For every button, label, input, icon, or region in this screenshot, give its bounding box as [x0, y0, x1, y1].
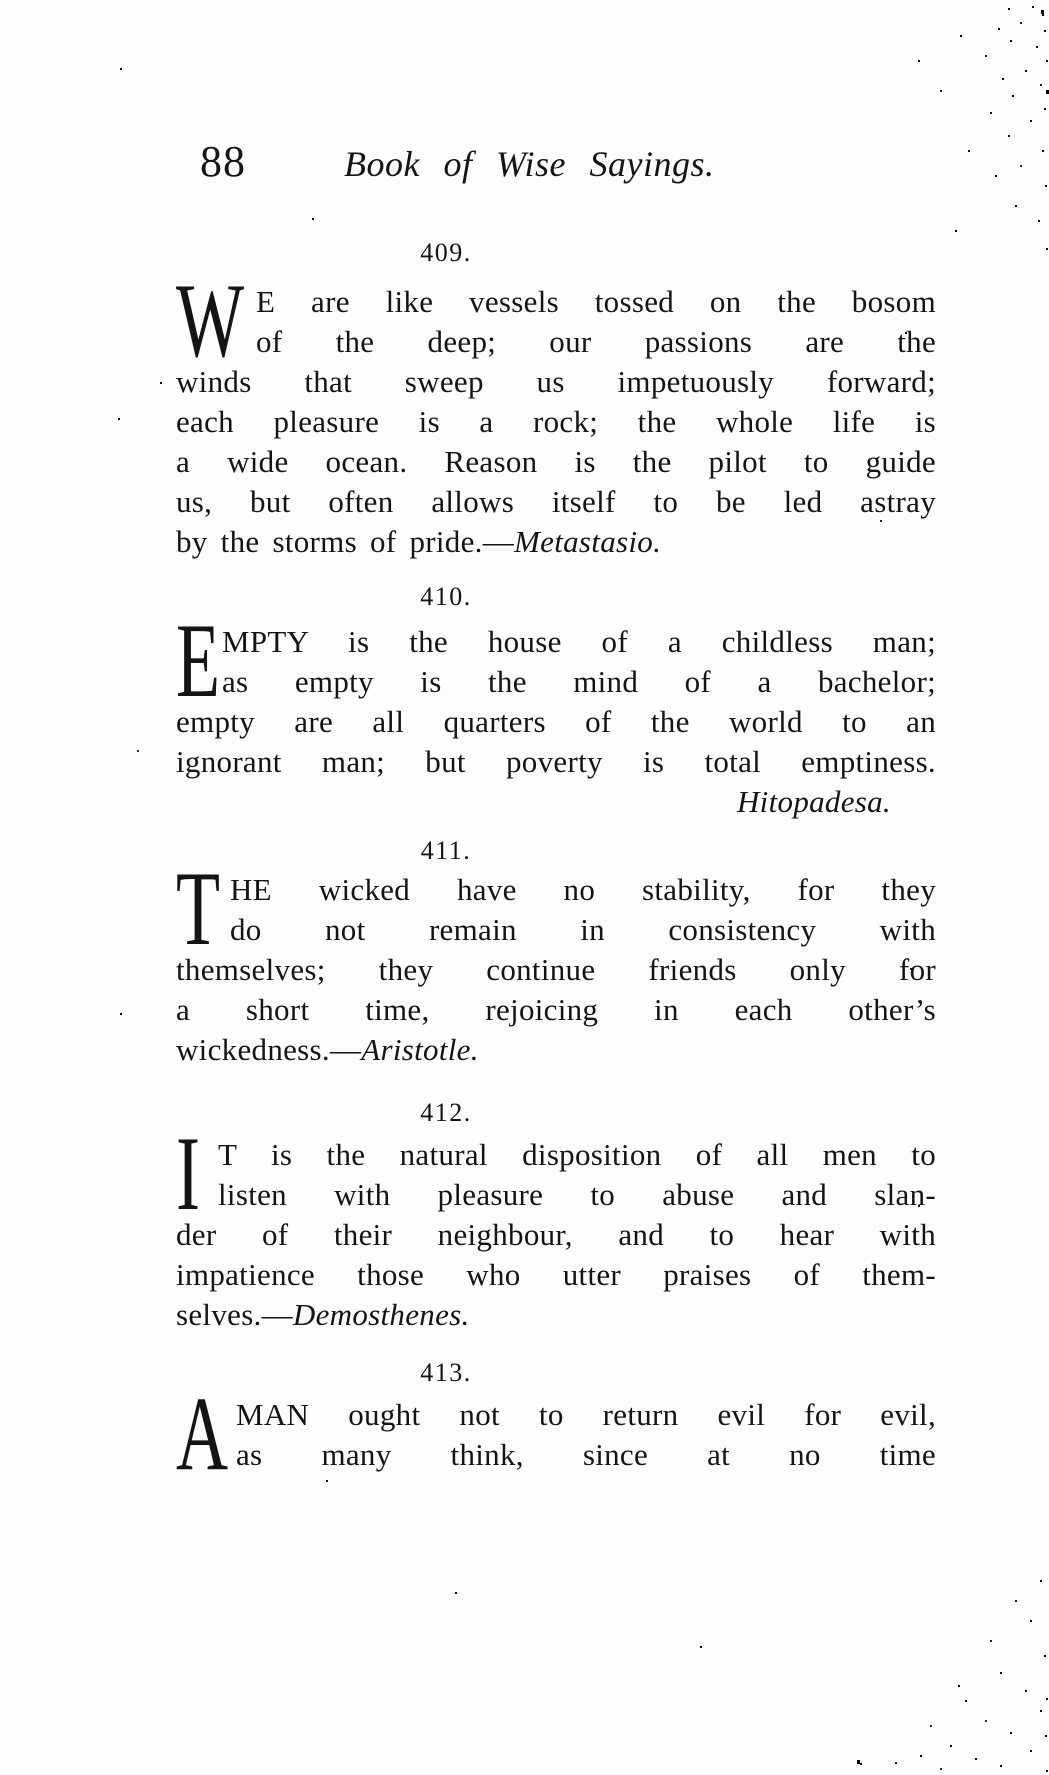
text-line: a wide ocean. Reason is the pilot to guide — [176, 444, 936, 479]
attribution: Demosthenes. — [292, 1297, 470, 1332]
text-line: as empty is the mind of a bachelor; — [222, 664, 936, 699]
text-line: us, but often allows itself to be led astray — [176, 484, 936, 519]
text-line — [176, 1030, 936, 1070]
text-line: MPTY is the house of a childless man; — [222, 624, 936, 659]
final-text: selves.— — [176, 1297, 293, 1332]
saying-413 — [176, 1375, 936, 1492]
saying-410 — [176, 602, 936, 822]
saying-409 — [176, 262, 936, 562]
saying-number-412: 412. — [420, 1098, 472, 1127]
text-line: a short time, rejoicing in each other’s — [176, 992, 936, 1027]
text-line: listen with pleasure to abuse and slan- — [218, 1177, 936, 1212]
text-line — [176, 1295, 936, 1335]
dropcap-a: A — [176, 1375, 229, 1492]
saying-number-409: 409. — [420, 238, 472, 267]
text-line: of the deep; our passions are the — [256, 324, 936, 359]
running-title: Book of Wise Sayings. — [344, 144, 715, 184]
scan-noise-marks — [0, 0, 3, 4]
text-line: as many think, since at no time — [236, 1437, 936, 1472]
text-line: impatience those who utter praises of them- — [176, 1257, 936, 1292]
page-number: 88 — [200, 137, 246, 186]
text-line: MAN ought not to return evil for evil, — [236, 1397, 936, 1432]
final-text: by the storms of pride.— — [176, 524, 515, 559]
attribution: Aristotle. — [361, 1032, 479, 1067]
text-line: HE wicked have no stability, for they — [230, 872, 936, 907]
text-line: themselves; they continue friends only for — [176, 952, 936, 987]
attribution: Metastasio. — [514, 524, 662, 559]
saying-number-413: 413. — [420, 1358, 472, 1387]
attribution: Hitopadesa. — [737, 784, 891, 819]
text-line: winds that sweep us impetuously forward; — [176, 364, 936, 399]
saying-number-410: 410. — [420, 582, 472, 611]
text-line: ignorant man; but poverty is total emptiness. — [176, 744, 936, 779]
text-line: do not remain in consistency with — [230, 912, 936, 947]
dropcap-t: T — [176, 850, 221, 967]
dropcap-e: E — [176, 602, 221, 719]
text-line: E are like vessels tossed on the bosom — [256, 284, 936, 319]
text-line: empty are all quarters of the world to an — [176, 704, 936, 739]
dropcap-i: I — [176, 1115, 201, 1232]
text-line — [176, 522, 936, 562]
saying-number-411: 411. — [420, 836, 472, 865]
text-line: T is the natural disposition of all men to — [218, 1137, 936, 1172]
final-text: wickedness.— — [176, 1032, 362, 1067]
text-line: der of their neighbour, and to hear with — [176, 1217, 936, 1252]
text-line: each pleasure is a rock; the whole life is — [176, 404, 936, 439]
dropcap-w: W — [176, 262, 245, 379]
page-header — [176, 138, 936, 188]
saying-412 — [176, 1115, 936, 1335]
